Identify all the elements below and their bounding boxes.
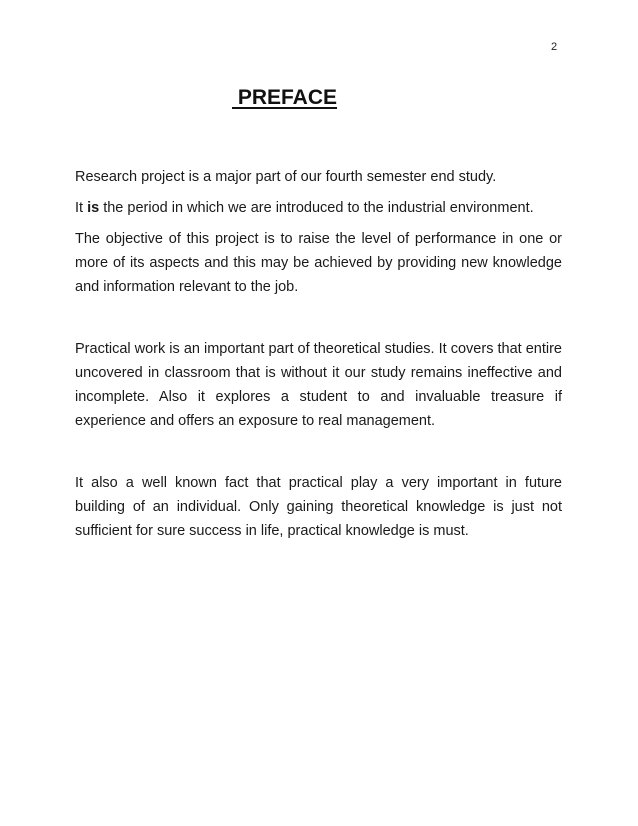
page-number: 2 bbox=[551, 41, 558, 53]
page-title: PREFACE bbox=[232, 86, 338, 109]
preface-body bbox=[75, 165, 562, 543]
paragraph-practical-work: Practical work is an important part of theoretical studies. It covers that entire uncovered in classroom that is without it our study remains ineffective and incomplete. Also it explores a student to and invaluable treasure if experience and offers an exposure to real management. bbox=[75, 341, 562, 429]
paragraph-text: the period in which we are introduced to the industrial environment. bbox=[99, 200, 534, 216]
paragraph-objective: The objective of this project is to raise the level of performance in one or more of its aspects and this may be achieved by providing new knowledge and information relevant to the job. bbox=[75, 231, 562, 295]
emphasis-text: is bbox=[87, 200, 100, 216]
paragraph-well-known-fact: It also a well known fact that practical play a very important in future building of an individual. Only gaining theoretical knowledge is just not sufficient for sure success in life, practical knowledge is must. bbox=[75, 475, 562, 539]
paragraph-industrial-environment bbox=[75, 196, 562, 220]
paragraph-research-project: Research project is a major part of our fourth semester end study. bbox=[75, 169, 497, 185]
paragraph-text: It bbox=[75, 200, 88, 216]
